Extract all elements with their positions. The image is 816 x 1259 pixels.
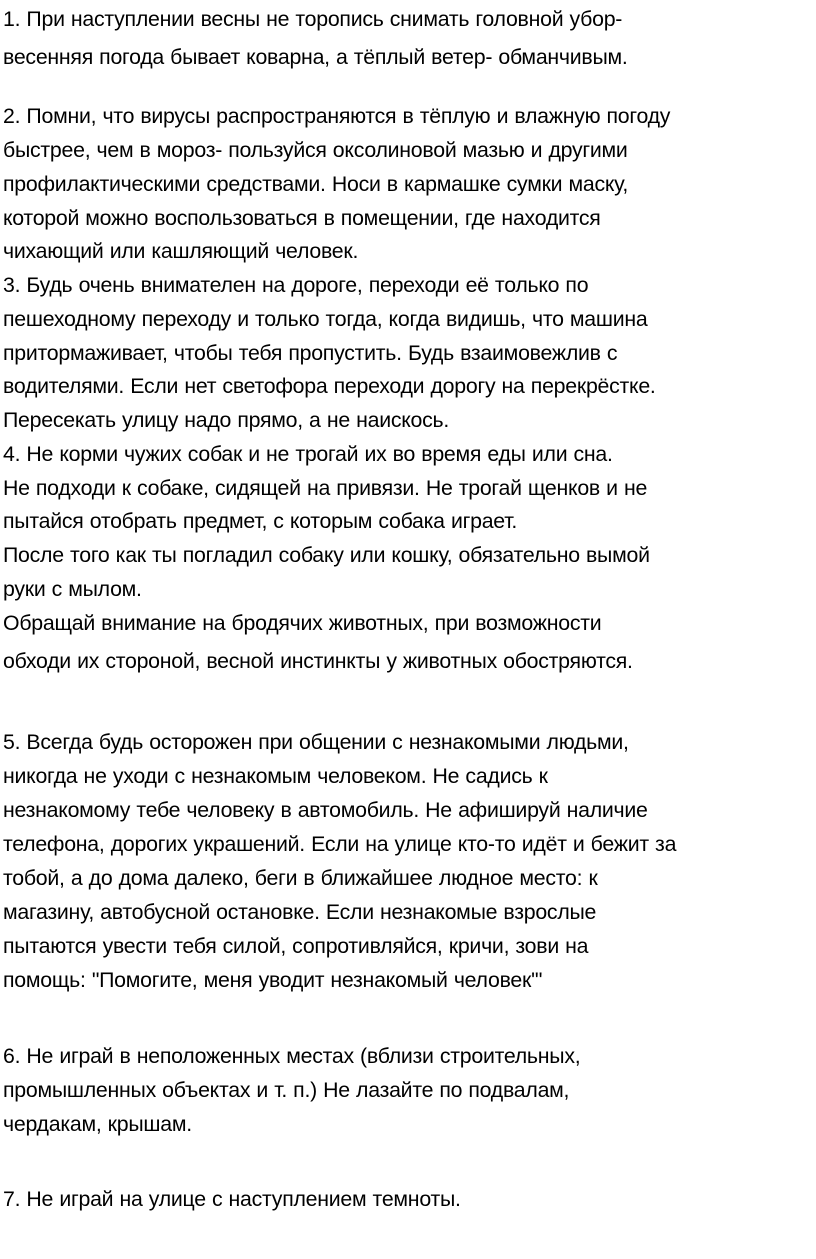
rule-6-line-1: 6. Не играй в неположенных местах (вблизи строительных,	[3, 1044, 581, 1068]
rule-4-line-4: После того как ты погладил собаку или кошку, обязательно вымой	[3, 543, 650, 567]
rule-2-line-4: которой можно воспользоваться в помещении, где находится	[3, 206, 601, 230]
rule-7-line-1: 7. Не играй на улице с наступлением темноты.	[3, 1187, 461, 1211]
rule-4-line-6: Обращай внимание на бродячих животных, при возможности	[3, 611, 602, 635]
rule-1-line-1: 1. При наступлении весны не торопись снимать головной убор-	[3, 7, 623, 31]
rule-3-line-1: 3. Будь очень внимателен на дороге, переходи её только по	[3, 273, 589, 297]
rule-5-line-6: магазину, автобусной остановке. Если незнакомые взрослые	[3, 900, 597, 924]
rule-3-line-4: водителями. Если нет светофора переходи дорогу на перекрёстке.	[3, 374, 656, 398]
rule-6-line-2: промышленных объектах и т. п.) Не лазайте по подвалам,	[3, 1078, 570, 1102]
rule-4-line-2: Не подходи к собаке, сидящей на привязи. Не трогай щенков и не	[3, 476, 648, 500]
rule-5-line-2: никогда не уходи с незнакомым человеком. Не садись к	[3, 764, 548, 788]
rule-2-line-2: быстрее, чем в мороз- пользуйся оксолиновой мазью и другими	[3, 138, 628, 162]
rule-5-line-7: пытаются увести тебя силой, сопротивляйся, кричи, зови на	[3, 934, 589, 958]
rule-2-line-1: 2. Помни, что вирусы распространяются в тёплую и влажную погоду	[3, 104, 671, 128]
rule-5-line-5: тобой, а до дома далеко, беги в ближайшее людное место: к	[3, 866, 598, 890]
rule-5-line-4: телефона, дорогих украшений. Если на улице кто-то идёт и бежит за	[3, 832, 677, 856]
rule-3-line-3: притормаживает, чтобы тебя пропустить. Будь взаимовежлив с	[3, 341, 618, 365]
rule-1-line-2: весенняя погода бывает коварна, а тёплый ветер- обманчивым.	[3, 45, 628, 69]
rule-4-line-5: руки с мылом.	[3, 577, 142, 601]
rule-2-line-5: чихающий или кашляющий человек.	[3, 239, 359, 263]
rule-3-line-2: пешеходному переходу и только тогда, когда видишь, что машина	[3, 307, 648, 331]
rule-6-line-3: чердакам, крышам.	[3, 1112, 192, 1136]
rule-4-line-3: пытайся отобрать предмет, с которым собака играет.	[3, 509, 517, 533]
rule-5-line-1: 5. Всегда будь осторожен при общении с незнакомыми людьми,	[3, 730, 629, 754]
rule-4-line-7: обходи их стороной, весной инстинкты у животных обостряются.	[3, 649, 633, 673]
rule-5-line-8: помощь: "Помогите, меня уводит незнакомый человек'"	[3, 968, 543, 992]
rule-4-line-1: 4. Не корми чужих собак и не трогай их во время еды или сна.	[3, 442, 613, 466]
rule-2-line-3: профилактическими средствами. Носи в кармашке сумки маску,	[3, 172, 629, 196]
rule-5-line-3: незнакомому тебе человеку в автомобиль. Не афишируй наличие	[3, 798, 648, 822]
rule-3-line-5: Пересекать улицу надо прямо, а не наискось.	[3, 408, 450, 432]
